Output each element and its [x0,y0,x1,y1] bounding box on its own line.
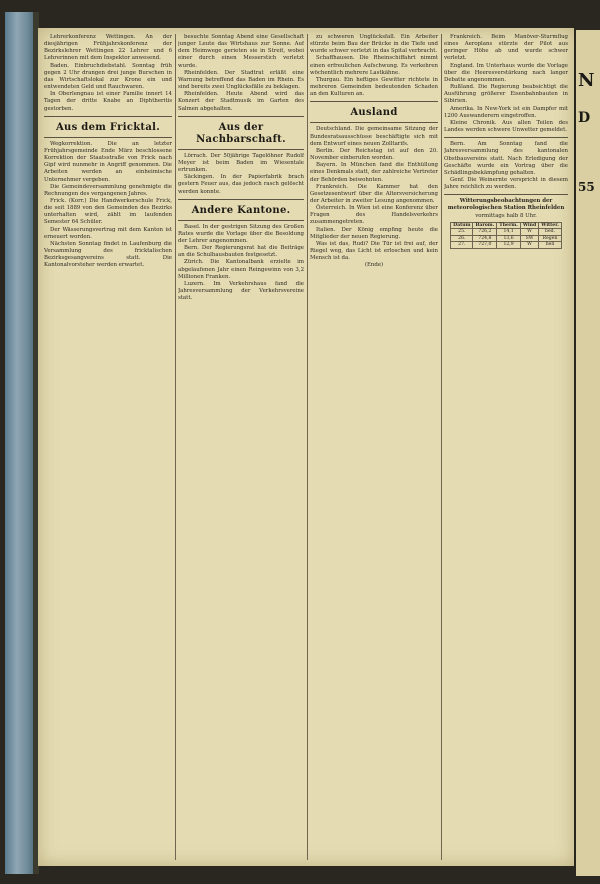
article-paragraph: Frankreich. Beim Manöver-Sturmflug eines Aeroplans stürzte der Pilot aus geringer Höhe ab und wurde schwer verletzt. [444,34,568,62]
column-4 [444,34,568,860]
weather-table [450,222,562,249]
weather-subtitle: vormittags halb 8 Uhr. [475,212,537,219]
column-rule [441,34,442,860]
table-cell: 12,9 [497,242,521,249]
article-paragraph: Der Wässerungsvertrag mit dem Kanton ist erneuert worden. [44,226,172,240]
weather-header-cell: Wind [520,222,538,229]
section-divider [310,122,438,123]
article-paragraph: Bern. Der Regierungsrat hat die Beiträge an die Schulhausbauten festgesetzt. [178,245,304,259]
section-divider [310,101,438,102]
article-paragraph: Basel. In der gestrigen Sitzung des Großen Rates wurde die Vorlage über die Besoldung der Lehrer angenommen. [178,223,304,244]
article-paragraph: Rußland. Die Regierung beabsichtigt die Ausführung größerer Eisenbahnbauten in Sibirien. [444,84,568,105]
section-divider [178,149,304,150]
weather-header-cell: Witter. [539,222,562,229]
table-cell: hell [539,242,562,249]
article-paragraph: Lehrerkonferenz Wettingen. An der diesjährigen Frühjahrskonferenz der Bezirkslehrer Wettingen 22 Lehrer und 6 Lehrerinnen mit dem Inspektor anwesend. [44,34,172,62]
article-paragraph: Deutschland. Die gemeinsame Sitzung der Bundesratsausschüsse beschäftigte sich mit dem Entwurf eines neuen Zolltarifs. [310,126,438,147]
article-paragraph: Frankreich. Die Kammer hat den Gesetzesentwurf über die Altersversicherung der Arbeiter in zweiter Lesung angenommen. [310,183,438,204]
table-row [451,242,562,249]
article-paragraph: Frick. (Korr.) Die Handwerkerschule Frick, die seit 1889 von den Gemeinden des Bezirks unterhalten wird, zählt im laufenden Semester 64 Schüler. [44,197,172,226]
section-heading-kantone: Andere Kantone. [191,204,291,216]
section-divider [178,116,304,117]
article-paragraph: besuchte Sonntag Abend eine Gesellschaft junger Leute das Wirtshaus zur Sonne. Auf dem Heimwege gerieten sie in Streit, wobei einer durch einen Messerstich verletzt wurde. [178,34,304,69]
table-cell: Regen [539,235,562,242]
article-paragraph: Österreich. In Wien ist eine Konferenz über Fragen des Handelsverkehrs zusammengetreten. [310,205,438,226]
weather-table-header-row [451,222,562,229]
section-heading-fricktal: Aus dem Fricktal. [55,121,161,133]
section-heading-ausland: Ausland [350,107,398,119]
table-cell: 724,8 [473,235,497,242]
table-cell: bed. [539,229,562,236]
table-cell: 25. [451,229,473,236]
table-cell: 14,1 [497,229,521,236]
article-paragraph: Amerika. In New-York ist ein Dampfer mit 1200 Auswanderern eingetroffen. [444,105,568,119]
section-divider [44,116,172,117]
weather-header-cell: Datum [451,222,473,229]
table-cell: 13,6 [497,235,521,242]
article-paragraph: Kleine Chronik. Aus allen Teilen des Landes werden schwere Unwetter gemeldet. [444,119,568,134]
adjacent-page-fragment: D [578,110,591,126]
book-binding [5,12,35,874]
weather-header-cell: Barom. [473,222,497,229]
table-cell: 27. [451,242,473,249]
article-paragraph: Bayern. In München fand die Enthüllung eines Denkmals statt, der zahlreiche Vertreter der Behörden beiwohnten. [310,162,438,183]
table-cell: W [520,229,538,236]
section-divider [444,137,568,138]
article-paragraph: zu schweren Unglücksfall. Ein Arbeiter stürzte beim Bau der Brücke in die Tiefe und wurde schwer verletzt in das Spital verbracht. [310,34,438,55]
article-paragraph: Luzern. Im Verkehrshaus fand die Jahresversammlung der Verkehrsvereine statt. [178,280,304,302]
article-paragraph: Die Gemeindeversammlung genehmigte die Rechnungen des vergangenen Jahres. [44,183,172,197]
closing-mark: (Ende) [364,262,384,269]
article-paragraph: Lörrach. Der 50jährige Tagelöhner Rudolf Meyer ist beim Baden im Wiesentale ertrunken. [178,152,304,174]
adjacent-page-fragment: 55 [578,180,595,194]
article-paragraph: Thurgau. Ein heftiges Gewitter richtete in mehreren Gemeinden bedeutenden Schaden an den Kulturen an. [310,76,438,98]
article-paragraph: Genf. Die Weinernte verspricht in diesem Jahre reichlich zu werden. [444,176,568,191]
column-3 [310,34,438,860]
weather-title: Witterungsbeobachtungen der meteorologischen Station Rheinfelden [447,198,565,212]
article-paragraph: Baden. Einbruchdiebstahl. Sonntag früh gegen 2 Uhr drangen drei junge Burschen in das Wirtschaftslokal zur Krone ein und entwendeten Geld und Rauchwaren. [44,62,172,91]
article-paragraph: In Oberlengnau ist einer Familie innert 14 Tagen der dritte Knabe an Diphtheritis gestorben. [44,91,172,112]
article-paragraph: Schaffhausen. Die Rheinschiffahrt nimmt einen erfreulichen Aufschwung. Es verkehren wöchentlich mehrere Lastkähne. [310,55,438,76]
section-divider [44,137,172,138]
section-heading-nachbarschaft: Aus der Nachbarschaft. [196,121,286,145]
article-paragraph: Berlin. Der Reichstag ist auf den 20. November einberufen worden. [310,147,438,162]
table-cell: 727,0 [473,242,497,249]
column-rule [175,34,176,860]
column-rule [307,34,308,860]
article-paragraph: Säckingen. In der Papierfabrik brach gestern Feuer aus, das jedoch rasch gelöscht werden konnte. [178,174,304,195]
article-paragraph: Italien. Der König empfing heute die Mitglieder der neuen Regierung. [310,226,438,240]
table-cell: W [520,242,538,249]
article-paragraph: Rheinfelden. Heute Abend wird das Konzert der Stadtmusik im Garten des Salmen abgehalten. [178,91,304,112]
article-paragraph: Wegkorrektion. Die an letzter Frühjahrsgemeinde Ende März beschlossene Korrektion der Staatsstraße von Frick nach Gipf wird nunmehr in Angriff genommen. Die Arbeiten werden an einheimische Unternehmer vergeben. [44,140,172,183]
article-paragraph: Bern. Am Sonntag fand die Jahresversammlung des kantonalen Obstbauvereins statt. Nach Erledigung der Geschäfte wurde ein Vortrag über die Schädlingsbekämpfung gehalten. [444,141,568,176]
column-1 [44,34,172,860]
adjacent-page-edge [576,30,600,876]
table-cell: 726,2 [473,229,497,236]
section-divider [444,194,568,195]
column-2 [178,34,304,860]
article-paragraph: England. Im Unterhaus wurde die Vorlage über die Heeresverstärkung nach langer Debatte angenommen. [444,62,568,83]
newspaper-page [38,28,574,866]
article-paragraph: Rheinfelden. Der Stadtrat erläßt eine Warnung betreffend das Baden im Rhein. Es sind bereits zwei Unglücksfälle zu beklagen. [178,69,304,91]
section-divider [178,220,304,221]
table-cell: 26. [451,235,473,242]
article-paragraph: Zürich. Die Kantonalbank erzielte im abgelaufenen Jahr einen Reingewinn von 3,2 Millionen Franken. [178,259,304,280]
article-paragraph: Nächsten Sonntag findet in Laufenburg die Versammlung des fricktalischen Bezirksgesangvereins statt. Die Kantonalvorsteher werden erwartet. [44,240,172,269]
article-paragraph: Was ist das, Rudi? Die Tür ist frei auf, der Riegel weg, das Licht ist erloschen und kein Mensch ist da. [310,240,438,262]
adjacent-page-fragment: N [578,70,595,91]
table-cell: SW [520,235,538,242]
section-divider [178,199,304,200]
weather-header-cell: Therm. [497,222,521,229]
